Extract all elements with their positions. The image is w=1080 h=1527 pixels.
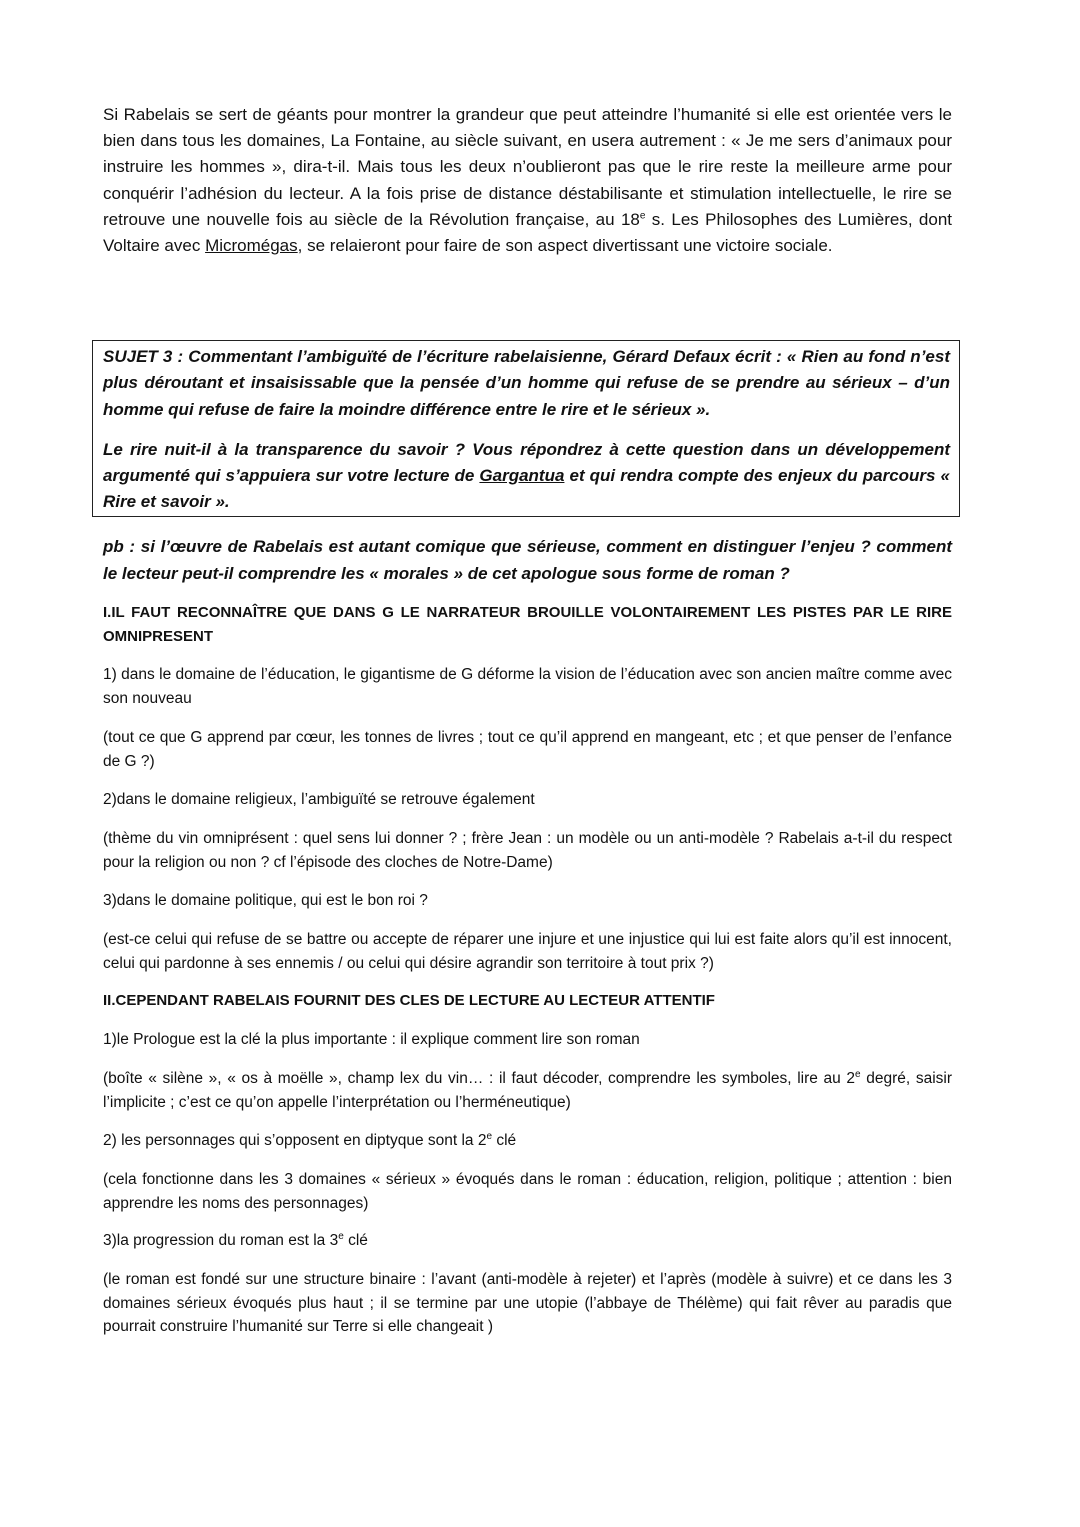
part2-point-3-note: (le roman est fondé sur une structure binaire : l’avant (anti-modèle à rejeter) et l’après (modèle à suivre) et ce dans les 3 domaines sérieux évoqués plus haut ; il se termine par une utopie (l’abbaye de Thélème) qui fait rêver au paradis que pourrait construire l’humanité sur Terre si elle changeait ) [103, 1271, 952, 1335]
intro-paragraph [103, 102, 952, 259]
part1-point-1-note: (tout ce que G apprend par cœur, les tonnes de livres ; tout ce qu’il apprend en mangeant, etc ; et que penser de l’enfance de G ?) [103, 729, 952, 770]
part1-point-1: 1) dans le domaine de l’éducation, le gigantisme de G déforme la vision de l’éducation avec son ancien maître comme avec son nouveau [103, 666, 952, 707]
section-heading-2: II.CEPENDANT RABELAIS FOURNIT DES CLES DE LECTURE AU LECTEUR ATTENTIF [103, 992, 715, 1009]
part1-point-3: 3)dans le domaine politique, qui est le bon roi ? [103, 892, 428, 909]
part2-point-2-note: (cela fonctionne dans les 3 domaines « sérieux » évoqués dans le roman : éducation, religion, politique ; attention : bien apprendre les noms des personnages) [103, 1171, 952, 1212]
book-title-micromegas: Micromégas [205, 236, 298, 256]
part2-point-1: 1)le Prologue est la clé la plus importante : il explique comment lire son roman [103, 1031, 640, 1048]
part1-point-2-note: (thème du vin omniprésent : quel sens lui donner ? ; frère Jean : un modèle ou un anti-modèle ? Rabelais a-t-il du respect pour la religion ou non ? cf l’épisode des cloches de Notre-Dame) [103, 830, 952, 871]
section-heading-1: I.IL FAUT RECONNAÎTRE QUE DANS G LE NARRATEUR BROUILLE VOLONTAIREMENT LES PISTES PAR LE RIRE OMNIPRESENT [103, 604, 952, 645]
subject-quote: SUJET 3 : Commentant l’ambiguïté de l’écriture rabelaisienne, Gérard Defaux écrit : « Rien au fond n’est plus déroutant et insaisissable que la pensée d’un homme qui refuse de se prendre au sérieux – d’un homme qui refuse de faire la moindre différence entre le rire et le sérieux ». [103, 347, 950, 419]
part1-point-2: 2)dans le domaine religieux, l’ambiguïté se retrouve également [103, 791, 535, 808]
part1-point-3-note: (est-ce celui qui refuse de se battre ou accepte de réparer une injure et une injustice qui lui est faite alors qu’il est innocent, celui qui pardonne à ses ennemis / ou celui qui désire agrandir son territoire à tout prix ?) [103, 931, 952, 972]
subject-box [92, 340, 960, 517]
subject-question: Le rire nuit-il à la transparence du savoir ? Vous répondrez à cette question dans un développement argumenté qui s’appuiera sur votre lecture de Gargantua et qui rendra compte des enjeux du parcours « Rire et savoir ». [103, 439, 950, 512]
part2-point-2: 2) les personnages qui s’opposent en diptyque sont la 2e clé [103, 1130, 517, 1149]
book-title-gargantua: Gargantua [479, 466, 565, 486]
part2-point-3: 3)la progression du roman est la 3e clé [103, 1230, 368, 1249]
part2-point-1-note: (boîte « silène », « os à moëlle », champ lex du vin… : il faut décoder, comprendre les symboles, lire au 2e degré, saisir l’implicite ; c’est ce qu’on appelle l’interprétation ou l’herméneutique) [103, 1068, 952, 1111]
problematic: pb : si l’œuvre de Rabelais est autant comique que sérieuse, comment en distinguer l’enjeu ? comment le lecteur peut-il comprendre les « morales » de cet apologue sous forme de roman ? [103, 537, 952, 583]
intro-text: Si Rabelais se sert de géants pour montrer la grandeur que peut atteindre l’humanité si elle est orientée vers le bien dans tous les domaines, La Fontaine, au siècle suivant, en usera autrement : « Je me sers d’animaux pour instruire les hommes », dira-t-il. Mais tous les deux n’oublieront pas que le rire reste la meilleure arme pour conquérir l’adhésion du lecteur. A la fois prise de distance déstabilisante et stimulation intellectuelle, le rire se retrouve une nouvelle fois au siècle de la Révolution française, au 18e s. Les Philosophes des Lumières, dont Voltaire avec Micromégas, se relaieront pour faire de son aspect divertissant une victoire sociale. [103, 105, 953, 256]
